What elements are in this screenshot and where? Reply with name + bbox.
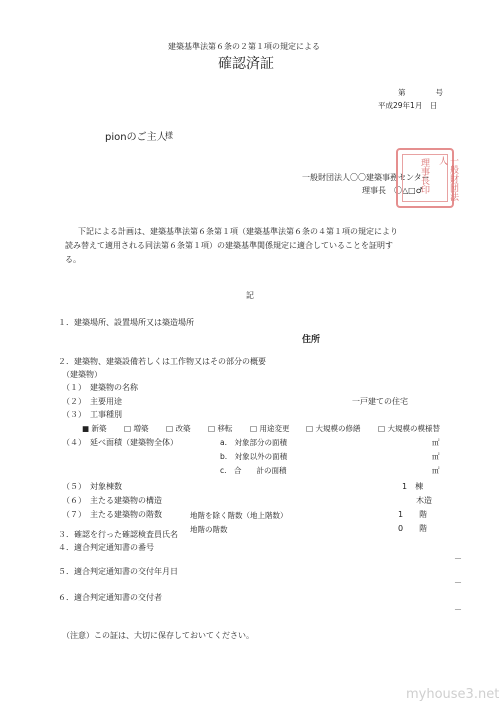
building-count-value: 1 棟 xyxy=(402,482,424,491)
storage-note: （注意）この証は、大切に保存しておいてください。 xyxy=(62,631,254,640)
site-watermark: myhouse3.net xyxy=(406,687,500,702)
addressee-name: pionのご主人 xyxy=(105,132,167,143)
item5-dash: － xyxy=(454,578,462,587)
item1-label: １．建築場所、設置場所又は築造場所 xyxy=(58,318,194,327)
work-type-reconstruction: □ 改築 xyxy=(166,424,191,433)
official-seal-icon xyxy=(396,148,458,208)
item4-notice-number-label: ４．適合判定通知書の番号 xyxy=(58,543,154,552)
seal-text-left: 理事長印 xyxy=(419,158,429,194)
body-line-2: 読み替えて適用される同法第６条第１項）の建築基準関係規定に適合していることを証明す xyxy=(65,241,393,250)
area-total-unit: ㎡ xyxy=(432,466,440,475)
addressee-honorific: 様 xyxy=(165,131,173,140)
total-floor-area-label: （４） 延べ面積（建築物全体） xyxy=(62,438,178,447)
floors-below-value: 0 階 xyxy=(398,524,428,533)
item6-notice-issuer-label: ６．適合判定通知書の交付者 xyxy=(58,593,162,602)
main-use-label: （２） 主要用途 xyxy=(62,397,122,406)
area-other-label: b. 対象以外の面積 xyxy=(220,452,288,461)
seal-text-right: 一般財団法人 xyxy=(437,156,458,201)
issuer-representative: 理事長 〇△□♂ xyxy=(362,186,423,195)
work-type-use-change: □ 用途変更 xyxy=(250,424,290,433)
work-type-new-construction: ■ 新築 xyxy=(82,424,107,433)
area-other-unit: ㎡ xyxy=(432,452,440,461)
item6-dash: － xyxy=(454,605,462,614)
item3-inspector-name-label: ３．確認を行った確認検査員氏名 xyxy=(58,530,178,539)
document-title: 確認済証 xyxy=(218,56,274,72)
area-target-unit: ㎡ xyxy=(432,438,440,447)
work-type-relocation: □ 移転 xyxy=(208,424,233,433)
area-target-label: a. 対象部分の面積 xyxy=(220,438,287,447)
area-total-label: c. 合 計の面積 xyxy=(220,466,287,475)
ki-marker: 記 xyxy=(246,291,254,300)
building-name-label: （１） 建築物の名称 xyxy=(62,383,138,392)
certificate-number: 第 号 xyxy=(398,88,443,97)
work-type-label: （３） 工事種別 xyxy=(62,410,122,419)
item5-notice-date-label: ５．適合判定通知書の交付年月日 xyxy=(58,567,178,576)
work-type-extension: □ 増築 xyxy=(124,424,149,433)
main-use-value: 一戸建ての住宅 xyxy=(352,397,408,406)
body-line-1: 下記による計画は、建築基準法第６条第１項（建築基準法第６条の４第１項の規定により xyxy=(78,227,398,236)
issuer-organization: 一般財団法人〇〇建築事務センター xyxy=(302,173,430,182)
building-count-label: （５） 対象棟数 xyxy=(62,482,122,491)
floors-above-label: 地階を除く階数（地上階数） xyxy=(190,511,288,520)
item1-address-value: 住所 xyxy=(302,335,321,345)
work-type-major-repair: □ 大規模の修繕 xyxy=(306,424,361,433)
floors-label: （７） 主たる建築物の階数 xyxy=(62,510,162,519)
structure-label: （６） 主たる建築物の構造 xyxy=(62,496,162,505)
item2-label: ２．建築物、建築設備若しくは工作物又はその部分の概要 xyxy=(58,357,266,366)
floors-below-label: 地階の階数 xyxy=(190,525,228,534)
legal-basis-subtitle: 建築基準法第６条の２第１項の規定による xyxy=(168,42,320,51)
item2-building-sub: （建築物） xyxy=(62,370,102,379)
body-line-3: る。 xyxy=(65,255,81,264)
work-type-major-remodel: □ 大規模の模様替 xyxy=(378,424,440,433)
issue-date: 平成29年1月 日 xyxy=(378,101,438,110)
structure-value: 木造 xyxy=(416,496,432,505)
floors-above-value: 1 階 xyxy=(398,510,428,519)
item4-dash: － xyxy=(454,554,462,563)
